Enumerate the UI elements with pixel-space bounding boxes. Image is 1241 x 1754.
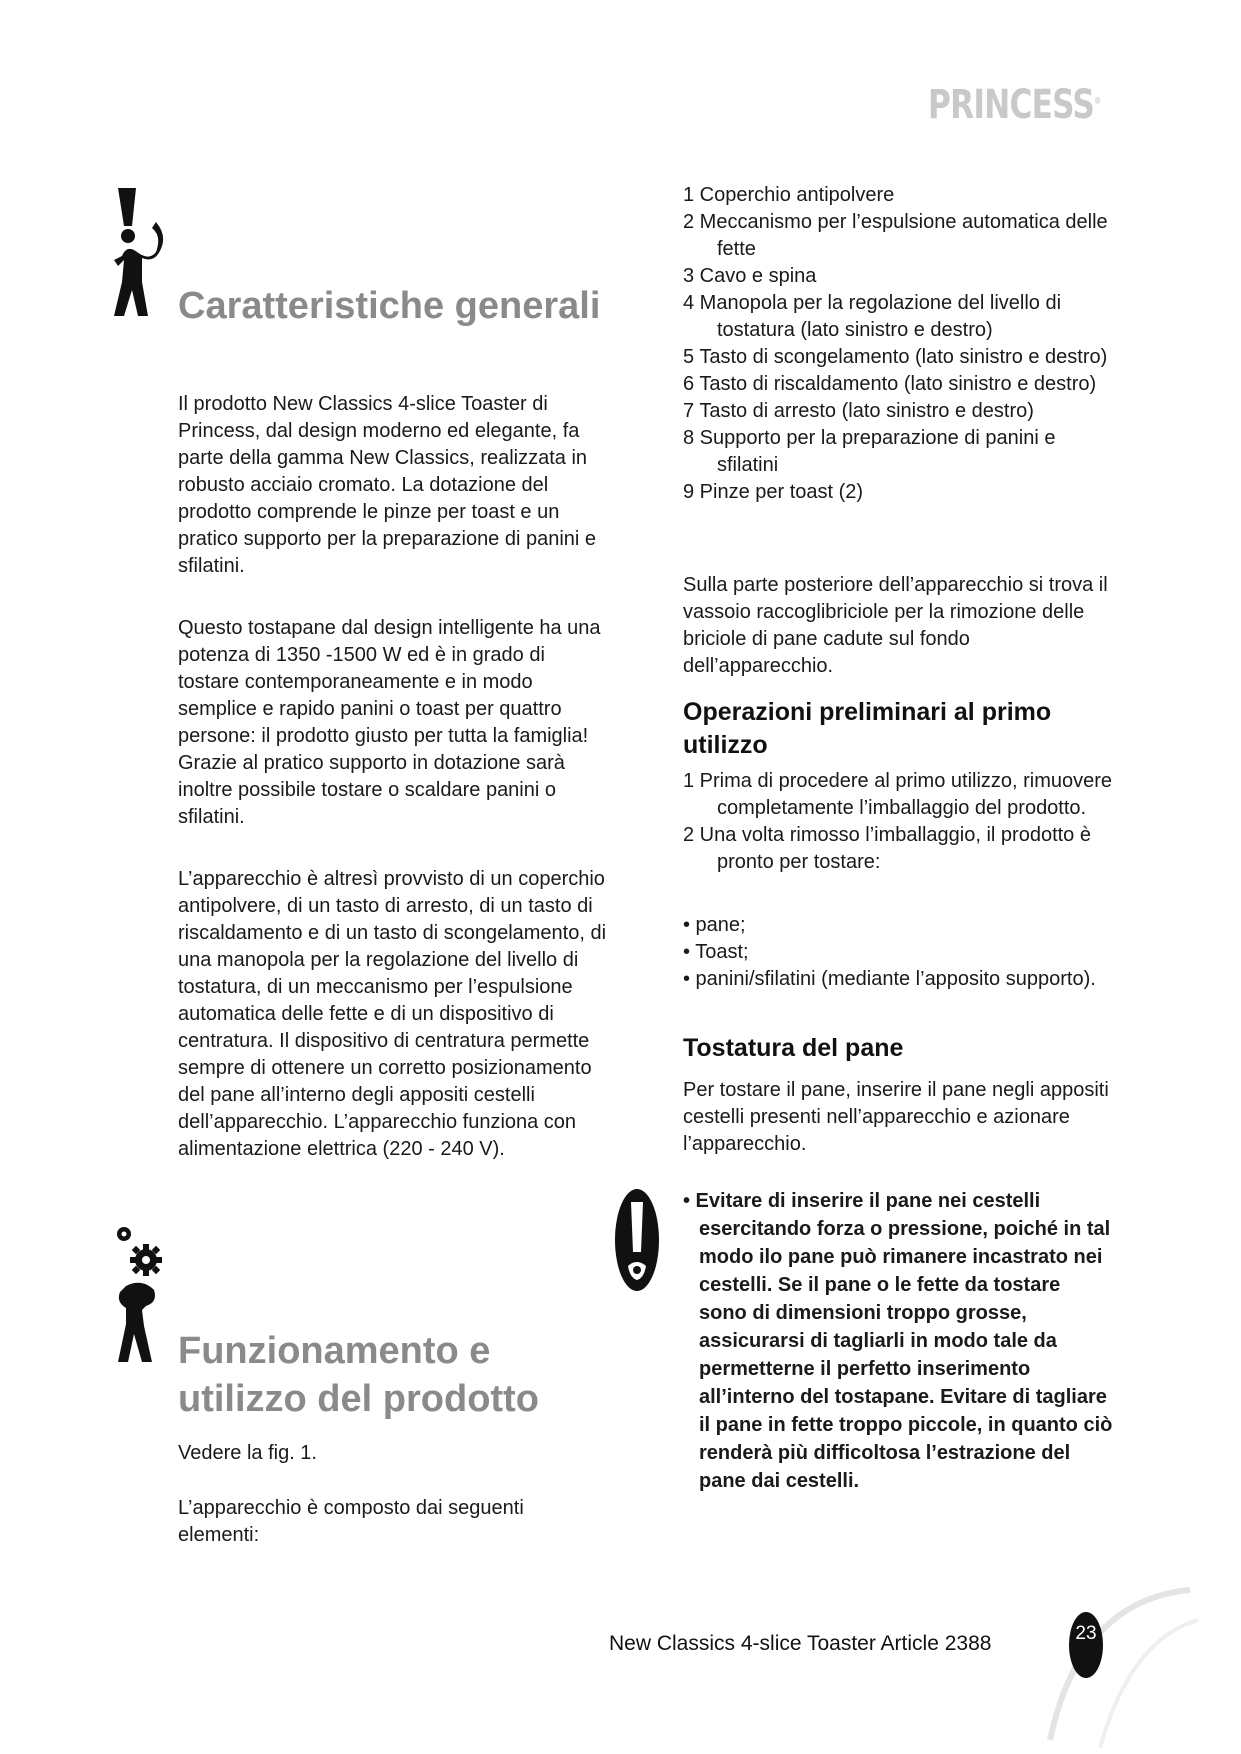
list-item: 1 Prima di procedere al primo utilizzo, rimuovere completamente l’imballaggio del prodotto. (683, 770, 1113, 819)
list-item: 9 Pinze per toast (2) (683, 481, 864, 503)
list-item: • panini/sfilatini (mediante l’apposito supporto). (683, 968, 1096, 990)
warning-message: • Evitare di inserire il pane nei cestelli esercitando forza o pressione, poiché in tal modo ilo pane può rimanere incastrato nei cestelli. Se il pane o le fette da tostare sono di dimensioni troppo grosse, assicurarsi di tagliarli in modo tale da permetterne il perfetto inserimento all’interno del tostapane. Evitare di tagliare il pane in fette troppo piccole, in quanto ciò renderà più difficoltosa l’estrazione del pane dai cestelli. (683, 1190, 1113, 1492)
list-item: 8 Supporto per la preparazione di panini e sfilatini (683, 427, 1056, 476)
warning-exclamation-icon (614, 1188, 660, 1292)
prelim-steps (683, 768, 1113, 876)
princess-logo: PRINCESS® (928, 82, 1101, 128)
list-item: 2 Meccanismo per l’espulsione automatica delle fette (683, 211, 1108, 260)
exclamation-person-icon (112, 186, 170, 320)
list-item: 4 Manopola per la regolazione del livello di tostatura (lato sinistro e destro) (683, 292, 1062, 341)
features-paragraph: L’apparecchio è altresì provvisto di un coperchio antipolvere, di un tasto di arresto, di un tasto di riscaldamento e di un tasto di scongelamento, di una manopola per la regolazione del livello di tostatura, di un meccanismo per l’espulsione automatica delle fette e di un dispositivo di centratura. Il dispositivo di centratura permette sempre di ottenere un corretto posizionamento del pane all’interno degli appositi cestelli dell’apparecchio. L’apparecchio funziona con alimentazione elettrica (220 - 240 V). (178, 868, 607, 1160)
figure-reference: Vedere la fig. 1. (178, 1442, 317, 1464)
heading-funzionamento: Funzionamento e utilizzo del prodotto (178, 1330, 539, 1420)
logo-text: PRINCESS (928, 82, 1095, 128)
gear-person-icon (112, 1224, 170, 1364)
list-item: 7 Tasto di arresto (lato sinistro e destro) (683, 400, 1034, 422)
list-item: 2 Una volta rimosso l’imballaggio, il prodotto è pronto per tostare: (683, 824, 1091, 873)
intro-paragraph: Il prodotto New Classics 4-slice Toaster di Princess, dal design moderno ed elegante, fa parte della gamma New Classics, realizzata in robusto acciaio cromato. La dotazione del prodotto comprende le pinze per toast e un pratico supporto per la preparazione di panini e sfilatini. (178, 393, 597, 577)
footer-article: New Classics 4-slice Toaster Article 2388 (609, 1632, 992, 1655)
warning-text (683, 1187, 1113, 1495)
components-intro: L’apparecchio è composto dai seguenti elementi: (178, 1497, 524, 1546)
toast-paragraph: Per tostare il pane, inserire il pane negli appositi cestelli presenti nell’apparecchio e azionare l’apparecchio. (683, 1079, 1109, 1155)
page-number: 23 (1069, 1612, 1103, 1678)
heading-caratteristiche: Caratteristiche generali (178, 285, 601, 327)
list-item: 3 Cavo e spina (683, 265, 817, 287)
list-item: • pane; (683, 914, 746, 936)
power-paragraph: Questo tostapane dal design intelligente ha una potenza di 1350 -1500 W ed è in grado di tostare contemporaneamente e in modo semplice e rapido panini o toast per quattro persone: il prodotto giusto per tutta la famiglia! Grazie al pratico supporto in dotazione sarà inoltre possibile tostare o scaldare panini o sfilatini. (178, 617, 601, 828)
heading-operazioni: Operazioni preliminari al primo utilizzo (683, 698, 1052, 759)
list-item: 6 Tasto di riscaldamento (lato sinistro e destro) (683, 373, 1097, 395)
crumb-tray-paragraph: Sulla parte posteriore dell’apparecchio si trova il vassoio raccoglibriciole per la rimozione delle briciole di pane cadute sul fondo dell’apparecchio. (683, 574, 1108, 677)
prelim-bullets (683, 912, 1113, 993)
list-item: 5 Tasto di scongelamento (lato sinistro e destro) (683, 346, 1108, 368)
heading-tostatura: Tostatura del pane (683, 1034, 904, 1062)
list-item: 1 Coperchio antipolvere (683, 184, 895, 206)
decorative-arc (1040, 1580, 1200, 1750)
parts-list (683, 182, 1113, 506)
list-item: • Toast; (683, 941, 749, 963)
